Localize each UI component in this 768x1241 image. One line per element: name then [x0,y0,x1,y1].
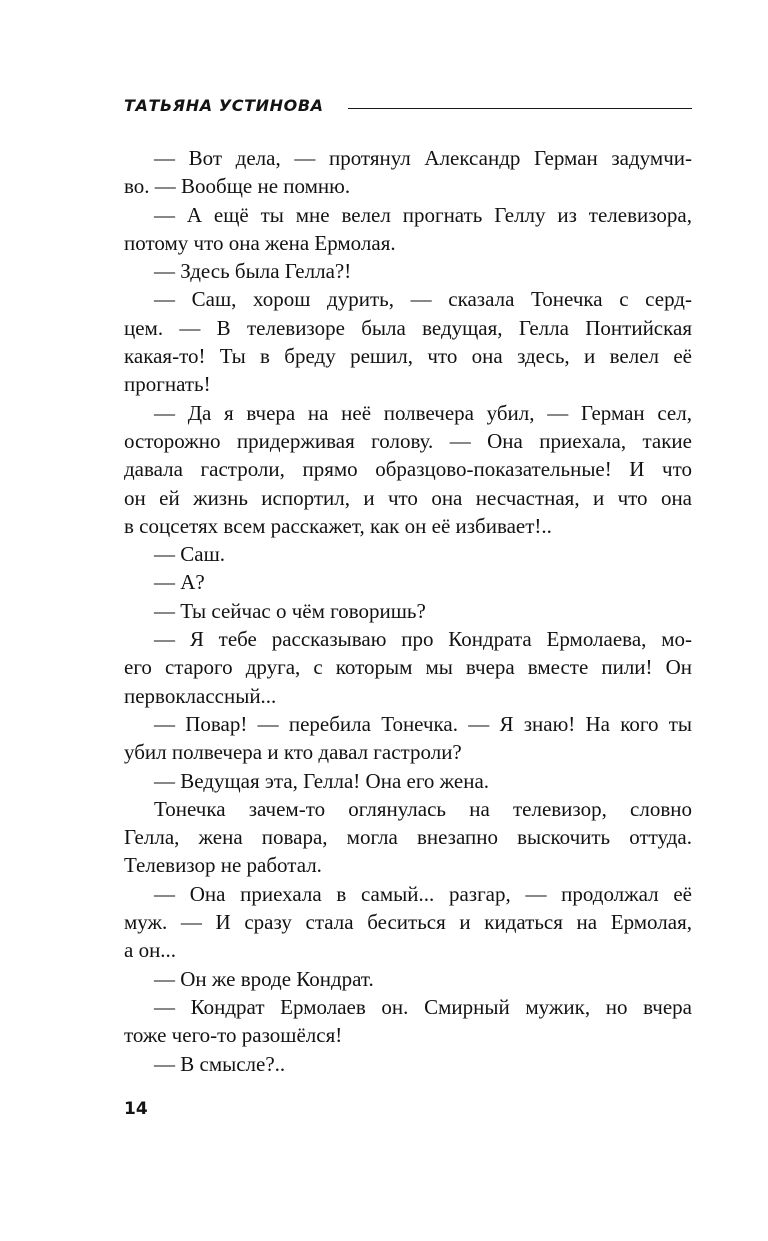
text-line: его старого друга, с которым мы вчера вместе пили! Он [124,655,692,680]
text-line: — Ты сейчас о чём говоришь? [154,598,426,623]
text-line: — Кондрат Ермолаев он. Смирный мужик, но вчера [154,994,692,1019]
text-line: — Она приехала в самый... разгар, — продолжал её [154,881,692,906]
text-line: Телевизор не работал. [124,853,322,878]
text-line: Тонечка зачем-то оглянулась на телевизор, словно [154,796,692,821]
text-line: — Саш. [154,542,225,567]
text-line: — Вот дела, — протянул Александр Герман задумчи- [154,146,692,170]
text-line: потому что она жена Ермолая. [124,230,396,255]
text-line: — Ведущая эта, Гелла! Она его жена. [154,768,490,793]
text-line: Гелла, жена повара, могла внезапно выскочить оттуда. [124,825,692,850]
text-line: муж. — И сразу стала беситься и кидаться на Ермолая, [124,910,692,935]
text-line: он ей жизнь испортил, и что она несчастная, и что она [124,485,692,510]
text-line: — А ещё ты мне велел прогнать Геллу из телевизора, [154,202,692,227]
text-line: во. — Вообще не помню. [124,174,351,199]
text-line: осторожно придерживая голову. — Она приехала, такие [124,428,692,453]
page-number: 14 [124,1099,148,1119]
text-line: — Здесь была Гелла?! [154,259,352,284]
text-line: какая-то! Ты в бреду решил, что она здесь, и велел её [124,344,692,369]
text-line: давала гастроли, прямо образцово-показательные! И что [124,457,692,482]
text-line: — Он же вроде Кондрат. [154,966,374,991]
text-line: прогнать! [124,372,211,397]
text-line: — Саш, хорош дурить, — сказала Тонечка с серд- [154,287,692,312]
text-line: первоклассный... [124,683,277,708]
text-line: цем. — В телевизоре была ведущая, Гелла Понтийская [124,315,692,340]
text-line: — А? [154,570,205,595]
text-line: а он... [124,938,177,963]
text-line: убил полвечера и кто давал гастроли? [124,740,462,765]
text-line: — Да я вчера на неё полвечера убил, — Герман сел, [154,400,692,425]
text-line: — В смысле?.. [154,1051,286,1076]
text-line: в соцсетях всем расскажет, как он её избивает!.. [124,513,552,538]
header-rule [348,108,692,109]
text-line: тоже чего-то разошёлся! [124,1023,343,1048]
author-name: ТАТЬЯНА УСТИНОВА [124,95,324,115]
text-line: — Я тебе рассказываю про Кондрата Ермолаева, мо- [154,627,692,652]
text-line: — Повар! — перебила Тонечка. — Я знаю! На кого ты [154,711,692,736]
body-text [124,144,692,1078]
running-head [124,92,692,118]
